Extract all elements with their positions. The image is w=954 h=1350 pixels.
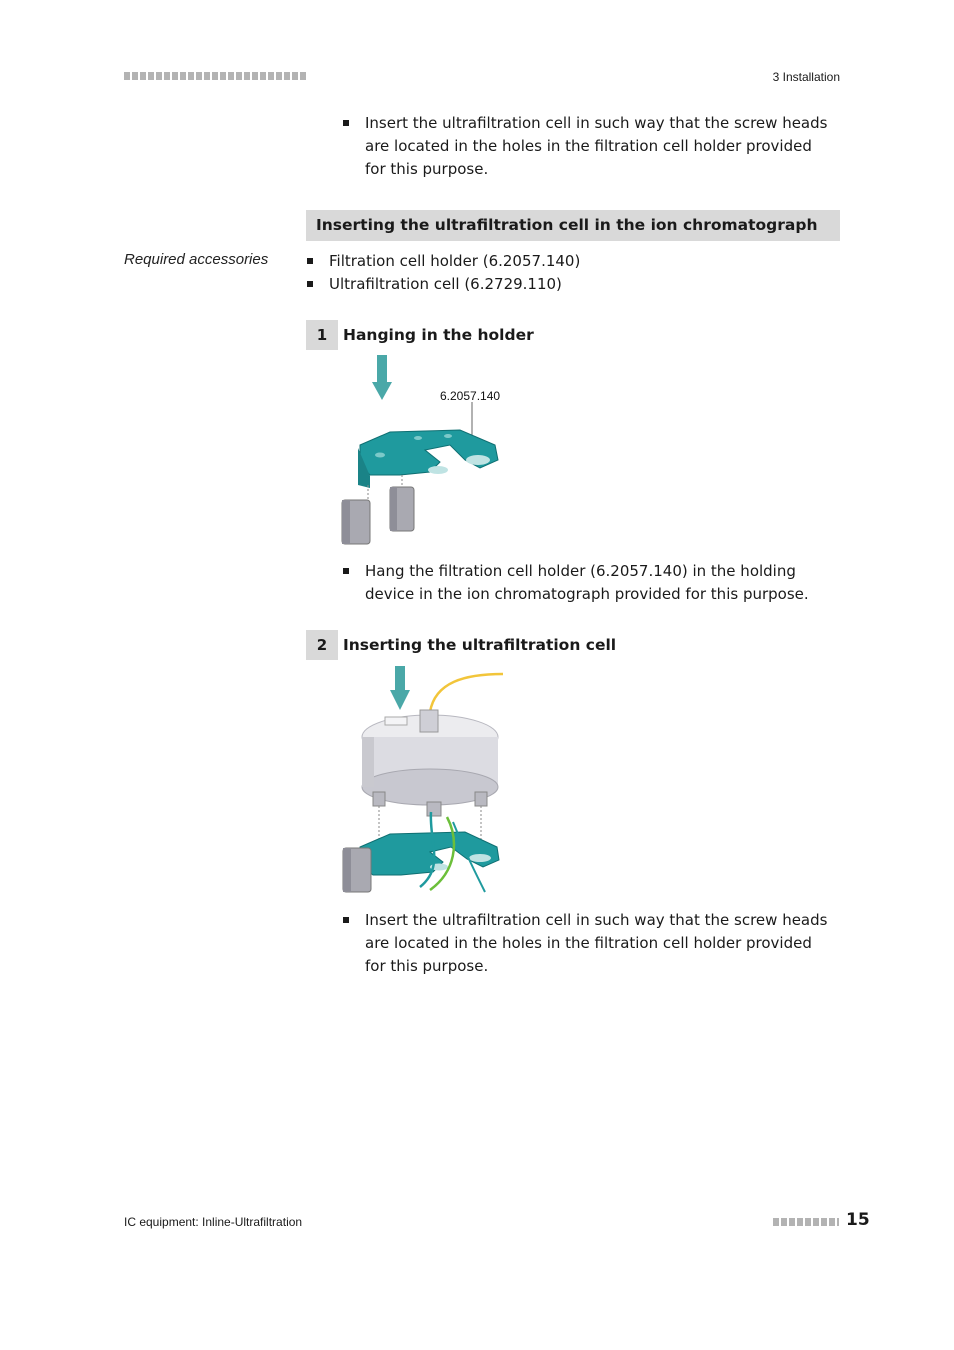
down-arrow-icon <box>390 666 410 710</box>
part-number-label: 6.2057.140 <box>440 389 501 403</box>
step-1-title: Hanging in the holder <box>343 326 534 344</box>
step-2-number: 2 <box>306 630 338 660</box>
bullet-square-icon <box>307 258 313 264</box>
accessory-item-text: Ultrafiltration cell (6.2729.110) <box>329 275 562 293</box>
cell-insertion-illustration <box>335 662 535 902</box>
intro-bullet <box>343 112 833 181</box>
holder-illustration <box>330 350 530 550</box>
step-1-bullet <box>343 560 833 606</box>
intro-bullet-text: Insert the ultrafiltration cell in such way that the screw heads are located in the holes in the filtration cell holder provided for this purpose. <box>365 114 828 178</box>
step-1-bullet-text: Hang the filtration cell holder (6.2057.140) in the holding device in the ion chromatograph provided for this purpose. <box>365 562 809 603</box>
header-section-title: 3 Installation <box>772 70 840 84</box>
step-1-number: 1 <box>306 320 338 350</box>
holding-block <box>343 848 371 892</box>
bullet-square-icon <box>343 120 349 126</box>
accessories-list <box>307 250 827 296</box>
accessory-item-text: Filtration cell holder (6.2057.140) <box>329 252 581 270</box>
section-heading-bar <box>306 210 840 241</box>
section-heading: Inserting the ultrafiltration cell in the ion chromatograph <box>316 216 818 234</box>
holding-block-left <box>342 500 370 544</box>
bullet-square-icon <box>343 917 349 923</box>
required-accessories-label: Required accessories <box>124 251 269 268</box>
filtration-cell-holder <box>360 832 499 875</box>
yellow-tube <box>430 674 503 712</box>
step-2-title: Inserting the ultrafiltration cell <box>343 636 617 654</box>
footer-decor-dots <box>773 1218 839 1226</box>
holding-block-right <box>390 487 414 531</box>
list-item <box>307 273 827 296</box>
bullet-square-icon <box>307 281 313 287</box>
step-2-bullet-text: Insert the ultrafiltration cell in such way that the screw heads are located in the holes in the filtration cell holder provided for this purpose. <box>365 911 828 975</box>
header-decor-dots <box>124 72 306 80</box>
step-2-bullet <box>343 909 833 978</box>
footer-document-title: IC equipment: Inline-Ultrafiltration <box>124 1215 303 1229</box>
list-item <box>307 250 827 273</box>
ultrafiltration-cell <box>362 710 498 816</box>
down-arrow-icon <box>372 355 392 400</box>
bullet-square-icon <box>343 568 349 574</box>
filtration-cell-holder <box>358 430 498 488</box>
page-number: 15 <box>846 1210 870 1230</box>
